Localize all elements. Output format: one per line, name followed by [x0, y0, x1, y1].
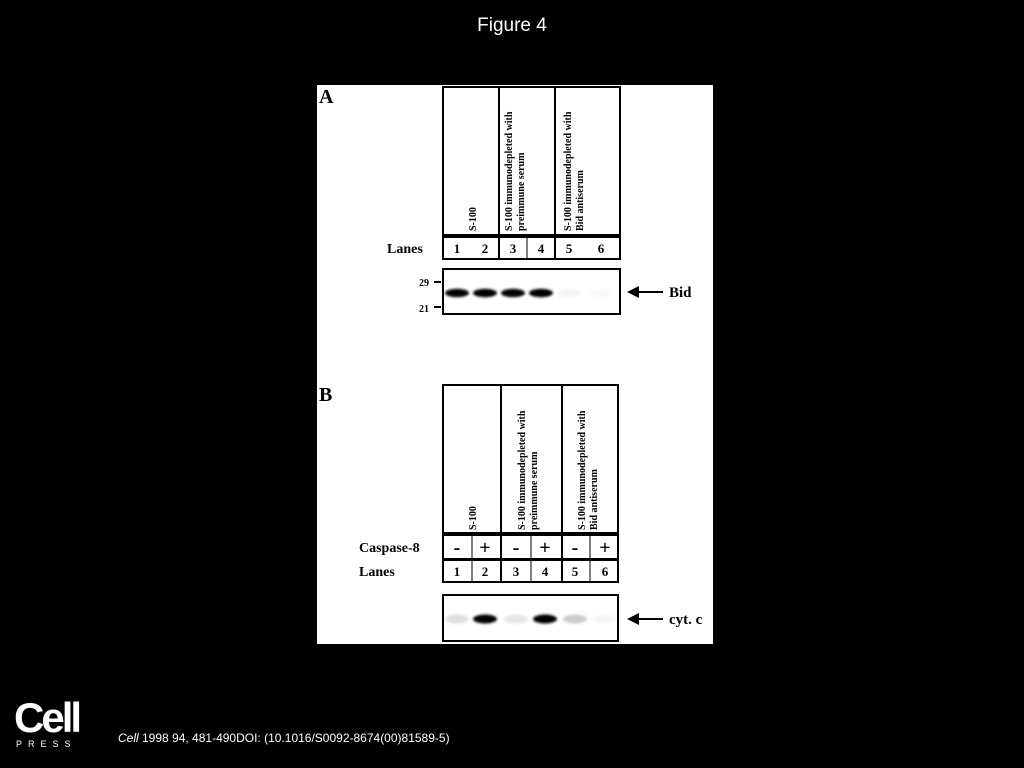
panel-a-condition-preimmune-2: preimmune serum: [516, 152, 527, 231]
panel-a-lane-2: 2: [481, 241, 489, 256]
panel-a-band-lane-3: [501, 289, 525, 297]
panel-b-lane-2: 2: [481, 564, 489, 579]
panel-a-band-label: Bid: [669, 285, 692, 301]
panel-b-condition-s100: S-100: [468, 506, 479, 530]
panel-b-lane-5: 5: [571, 564, 579, 579]
citation-journal: Cell: [118, 731, 139, 745]
western-blot-figure: [317, 85, 713, 644]
slide-title: Figure 4: [477, 15, 547, 36]
panel-b-treatment-lane-2: +: [479, 537, 491, 559]
panel-a-lanes-box: [443, 237, 620, 259]
panel-b-band-lane-4: [533, 615, 557, 624]
panel-a-lane-1: 1: [453, 241, 461, 256]
panel-a-condition-preimmune-1: S-100 immunodepleted with: [504, 111, 515, 231]
panel-b-blot-box: [443, 595, 618, 641]
panel-a-condition-bid-1: S-100 immunodepleted with: [563, 111, 574, 231]
panel-b-condition-bid-2: Bid antiserum: [589, 469, 600, 530]
panel-b-band-lane-3: [504, 615, 528, 624]
panel-b-band-lane-2: [473, 615, 497, 624]
citation: [118, 731, 450, 745]
panel-b-treatment-lane-6: +: [599, 537, 611, 559]
panel-a-band-lane-1: [445, 289, 469, 297]
panel-a-lanes-label: Lanes: [387, 242, 423, 257]
panel-b-lane-6: 6: [601, 564, 609, 579]
panel-b-condition-bid-1: S-100 immunodepleted with: [577, 410, 588, 530]
panel-a-lane-6: 6: [597, 241, 605, 256]
panel-b-treatment-lane-5: -: [571, 537, 579, 559]
panel-b-band-lane-5: [563, 615, 587, 624]
panel-b-letter: B: [319, 384, 333, 406]
panel-a-band-lane-5: [557, 289, 581, 297]
panel-b-treatment-label: Caspase-8: [359, 541, 420, 556]
panel-a-marker-29: 29: [419, 278, 429, 289]
panel-a-lane-5: 5: [565, 241, 573, 256]
panel-b-treatment-lane-4: +: [539, 537, 551, 559]
panel-a-lane-3: 3: [509, 241, 517, 256]
panel-b-lane-1: 1: [453, 564, 461, 579]
panel-a-condition-bid-2: Bid antiserum: [575, 170, 586, 231]
panel-b-lane-4: 4: [541, 564, 549, 579]
panel-b-condition-preimmune-1: S-100 immunodepleted with: [517, 410, 528, 530]
panel-b-treatment-lane-3: -: [512, 537, 520, 559]
panel-a-band-lane-2: [473, 289, 497, 297]
logo-word: Cell: [14, 694, 80, 741]
cell-press-logo: [14, 694, 86, 752]
panel-b-band-lane-1: [445, 615, 469, 624]
logo-press: PRESS: [16, 739, 77, 749]
panel-a-letter: A: [319, 86, 334, 108]
panel-b-lanes-label: Lanes: [359, 565, 395, 580]
panel-b-arrow-icon: [627, 613, 639, 625]
citation-text: 1998 94, 481-490DOI: (10.1016/S0092-8674(00)81589-5): [138, 731, 450, 745]
panel-a-marker-21: 21: [419, 304, 429, 315]
panel-a-condition-s100: S-100: [468, 207, 479, 231]
panel-a-arrow-icon: [627, 286, 639, 298]
panel-a-band-lane-6: [589, 289, 613, 297]
panel-b-lane-3: 3: [512, 564, 520, 579]
panel-b-band-lane-6: [593, 615, 617, 624]
panel-a-lane-4: 4: [537, 241, 545, 256]
panel-b-band-label: cyt. c: [669, 612, 703, 628]
panel-b-treatment-lane-1: -: [453, 537, 461, 559]
panel-a-lane-numbers: [454, 241, 605, 256]
panel-a-band-lane-4: [529, 289, 553, 297]
panel-b-condition-preimmune-2: preimmune serum: [529, 451, 540, 530]
figure-image: [317, 85, 713, 644]
